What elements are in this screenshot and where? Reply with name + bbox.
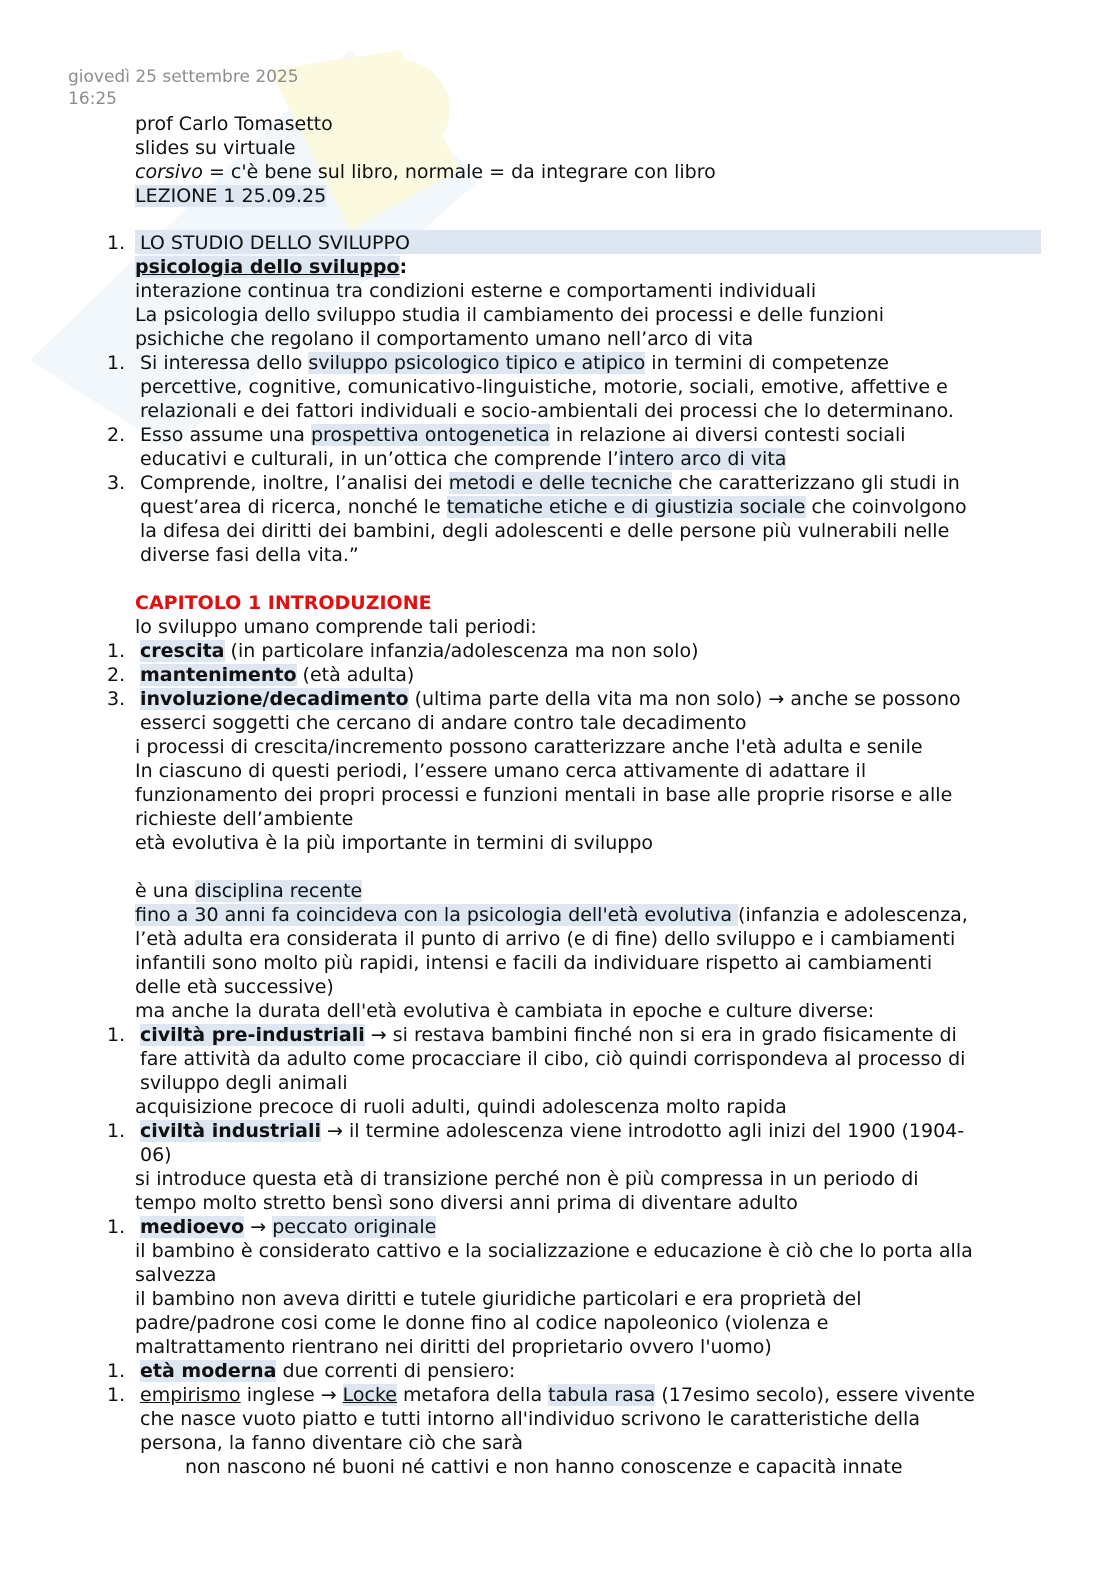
list-item: Comprende, inoltre, l’analisi dei metodi e delle tecniche che caratterizzano gli studi in (140, 472, 960, 494)
list-number: 1. (107, 1216, 126, 1238)
list-number: 1. (107, 1384, 126, 1406)
legend-line: corsivo = c'è bene sul libro, normale = da integrare con libro (135, 161, 716, 183)
list-item: civiltà pre-industriali → si restava bambini finché non si era in grado fisicamente di (140, 1024, 957, 1046)
list-item: Esso assume una prospettiva ontogenetica in relazione ai diversi contesti sociali (140, 424, 906, 446)
text-line: età evolutiva è la più importante in termini di sviluppo (135, 832, 654, 854)
list-number: 2. (107, 664, 126, 686)
list-item-cont: educativi e culturali, in un’ottica che comprende l’intero arco di vita (140, 448, 787, 470)
text-line: ma anche la durata dell'età evolutiva è cambiata in epoche e culture diverse: (135, 1000, 875, 1022)
text-line: il bambino non aveva diritti e tutele giuridiche particolari e era proprietà del (135, 1288, 862, 1310)
list-item-cont: fare attività da adulto come procacciare il cibo, ciò quindi corrispondeva al processo di (140, 1048, 966, 1070)
text-line: richieste dell’ambiente (135, 808, 354, 830)
list-item: Si interessa dello sviluppo psicologico tipico e atipico in termini di competenze (140, 352, 889, 374)
list-item-cont: persona, la fanno diventare ciò che sarà (140, 1432, 524, 1454)
text-line: padre/padrone cosi come le donne fino al codice napoleonico (violenza e (135, 1312, 829, 1334)
text-line: salvezza (135, 1264, 217, 1286)
text-line: La psicologia dello sviluppo studia il cambiamento dei processi e delle funzioni (135, 304, 885, 326)
text-line: funzionamento dei propri processi e funzioni mentali in base alle proprie risorse e alle (135, 784, 953, 806)
lesson-heading: LEZIONE 1 25.09.25 (135, 185, 327, 207)
list-item: empirismo inglese → Locke metafora della tabula rasa (17esimo secolo), essere vivente (140, 1384, 975, 1406)
text-line: l’età adulta era considerata il punto di arrivo (e di fine) dello sviluppo e i cambiamenti (135, 928, 956, 950)
list-number: 3. (107, 472, 126, 494)
list-item-cont: esserci soggetti che cercano di andare contro tale decadimento (140, 712, 747, 734)
list-item: mantenimento (età adulta) (140, 664, 415, 686)
section-subtitle: psicologia dello sviluppo: (135, 256, 408, 278)
list-item-cont: percettive, cognitive, comunicativo-linguistiche, motorie, sociali, emotive, affettive e (140, 376, 948, 398)
text-line: maltrattamento rientrano nei diritti del proprietario ovvero l'uomo) (135, 1336, 772, 1358)
text-line: tempo molto stretto bensì sono diversi anni prima di diventare adulto (135, 1192, 798, 1214)
list-item-cont: non nascono né buoni né cattivi e non hanno conoscenze e capacità innate (185, 1456, 903, 1478)
list-item-cont: che nasce vuoto piatto e tutti intorno all'individuo scrivono le caratteristiche della (140, 1408, 920, 1430)
text-line: In ciascuno di questi periodi, l’essere umano cerca attivamente di adattare il (135, 760, 867, 782)
note-date: giovedì 25 settembre 2025 (68, 67, 299, 87)
note-time: 16:25 (68, 89, 117, 109)
text-line: infantili sono molto più rapidi, intensi e facili da individuare rispetto ai cambiamenti (135, 952, 933, 974)
text-line: è una disciplina recente (135, 880, 363, 902)
section-number: 1. (107, 232, 126, 254)
list-item-cont: la difesa dei diritti dei bambini, degli adolescenti e delle persone più vulnerabili nelle (140, 520, 950, 542)
text-line: fino a 30 anni fa coincideva con la psicologia dell'età evolutiva (infanzia e adolescenza, (135, 904, 968, 926)
list-item-cont: relazionali e dei fattori individuali e socio-ambientali dei processi che lo determinano. (140, 400, 954, 422)
list-number: 1. (107, 1024, 126, 1046)
list-item: crescita (in particolare infanzia/adolescenza ma non solo) (140, 640, 699, 662)
list-item-cont: sviluppo degli animali (140, 1072, 348, 1094)
professor-line: prof Carlo Tomasetto (135, 113, 333, 135)
text-line: i processi di crescita/incremento possono caratterizzare anche l'età adulta e senile (135, 736, 923, 758)
list-number: 2. (107, 424, 126, 446)
text-line: il bambino è considerato cattivo e la socializzazione e educazione è ciò che lo porta alla (135, 1240, 973, 1262)
list-item: involuzione/decadimento (ultima parte della vita ma non solo) → anche se possono (140, 688, 961, 710)
list-number: 1. (107, 1360, 126, 1382)
list-item: civiltà industriali → il termine adolescenza viene introdotto agli inizi del 1900 (1904- (140, 1120, 965, 1142)
text-line: acquisizione precoce di ruoli adulti, quindi adolescenza molto rapida (135, 1096, 787, 1118)
list-item: età moderna due correnti di pensiero: (140, 1360, 516, 1382)
list-number: 1. (107, 352, 126, 374)
list-item: medioevo → peccato originale (140, 1216, 437, 1238)
text-line: psichiche che regolano il comportamento umano nell’arco di vita (135, 328, 754, 350)
list-item-cont: 06) (140, 1144, 172, 1166)
list-number: 1. (107, 640, 126, 662)
chapter-title: CAPITOLO 1 INTRODUZIONE (135, 592, 432, 614)
text-line: interazione continua tra condizioni esterne e comportamenti individuali (135, 280, 817, 302)
section-title: LO STUDIO DELLO SVILUPPO (140, 232, 410, 254)
text-line: lo sviluppo umano comprende tali periodi: (135, 616, 537, 638)
slides-line: slides su virtuale (135, 137, 296, 159)
text-line: si introduce questa età di transizione perché non è più compressa in un periodo di (135, 1168, 919, 1190)
list-number: 3. (107, 688, 126, 710)
list-number: 1. (107, 1120, 126, 1142)
text-line: delle età successive) (135, 976, 334, 998)
list-item-cont: quest’area di ricerca, nonché le tematiche etiche e di giustizia sociale che coinvolgono (140, 496, 967, 518)
list-item-cont: diverse fasi della vita.” (140, 544, 359, 566)
